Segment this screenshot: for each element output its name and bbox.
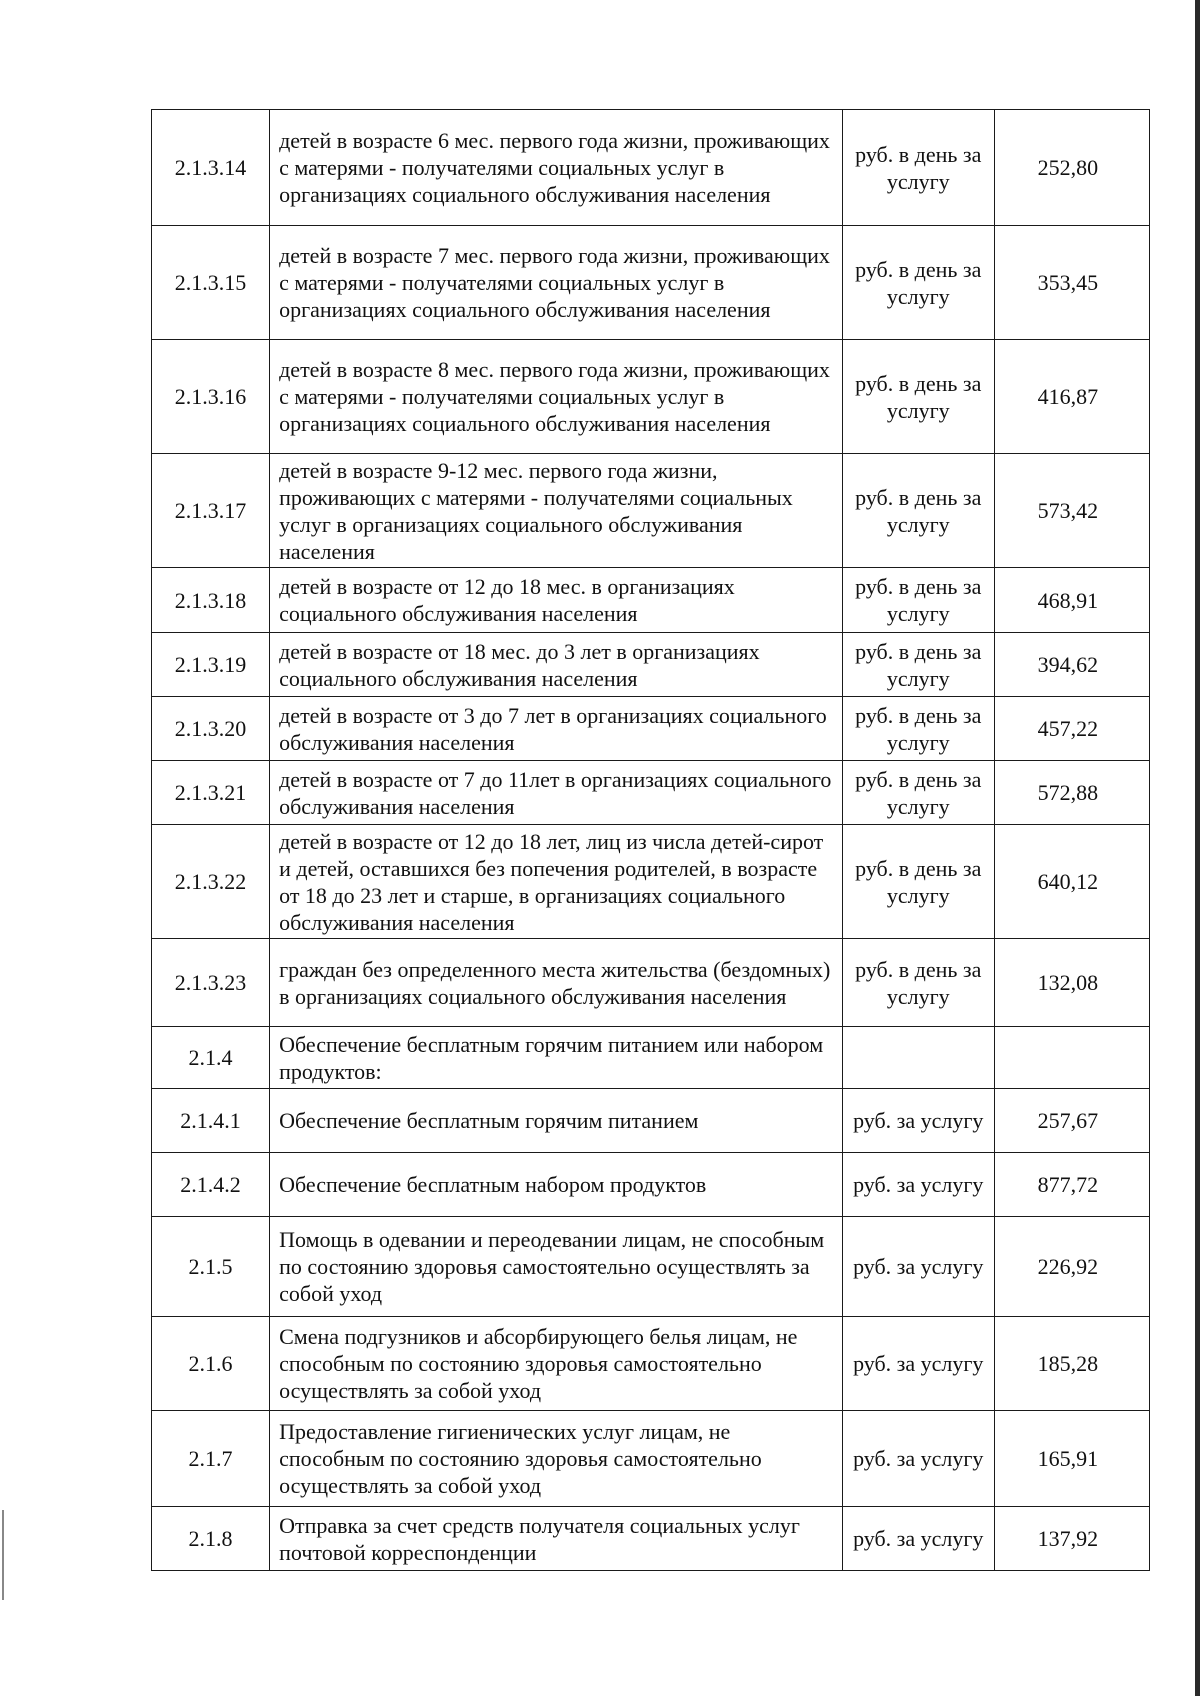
row-price: 137,92 bbox=[994, 1507, 1149, 1571]
table-row bbox=[152, 697, 1150, 761]
row-description: детей в возрасте 7 мес. первого года жизни, проживающих с матерями - получателями социальных услуг в организациях социального обслуживания населения bbox=[270, 226, 843, 340]
row-description: Обеспечение бесплатным набором продуктов bbox=[270, 1153, 843, 1217]
row-description: детей в возрасте от 12 до 18 лет, лиц из числа детей-сирот и детей, оставшихся без попечения родителей, в возрасте от 18 до 23 лет и старше, в организациях социального обслуживания населения bbox=[270, 825, 843, 939]
table-row bbox=[152, 825, 1150, 939]
row-price: 877,72 bbox=[994, 1153, 1149, 1217]
row-code: 2.1.6 bbox=[152, 1317, 270, 1411]
row-unit: руб. в день за услугу bbox=[842, 568, 994, 633]
row-code: 2.1.8 bbox=[152, 1507, 270, 1571]
row-price: 416,87 bbox=[994, 340, 1149, 454]
tariff-table bbox=[151, 109, 1150, 1571]
row-code: 2.1.3.16 bbox=[152, 340, 270, 454]
row-code: 2.1.3.23 bbox=[152, 939, 270, 1027]
row-price: 185,28 bbox=[994, 1317, 1149, 1411]
row-code: 2.1.3.19 bbox=[152, 633, 270, 697]
row-unit: руб. в день за услугу bbox=[842, 633, 994, 697]
row-code: 2.1.3.20 bbox=[152, 697, 270, 761]
row-description: Обеспечение бесплатным горячим питанием или набором продуктов: bbox=[270, 1027, 843, 1089]
row-unit: руб. в день за услугу bbox=[842, 825, 994, 939]
row-code: 2.1.4.1 bbox=[152, 1089, 270, 1153]
row-unit: руб. в день за услугу bbox=[842, 761, 994, 825]
row-description: Помощь в одевании и переодевании лицам, не способным по состоянию здоровья самостоятельно осуществлять за собой уход bbox=[270, 1217, 843, 1317]
table-row bbox=[152, 633, 1150, 697]
row-description: детей в возрасте 8 мес. первого года жизни, проживающих с матерями - получателями социальных услуг в организациях социального обслуживания населения bbox=[270, 340, 843, 454]
row-unit: руб. в день за услугу bbox=[842, 939, 994, 1027]
row-price: 226,92 bbox=[994, 1217, 1149, 1317]
row-price: 640,12 bbox=[994, 825, 1149, 939]
row-description: Отправка за счет средств получателя социальных услуг почтовой корреспонденции bbox=[270, 1507, 843, 1571]
table-row bbox=[152, 110, 1150, 226]
table-row bbox=[152, 226, 1150, 340]
row-price: 394,62 bbox=[994, 633, 1149, 697]
row-price bbox=[994, 1027, 1149, 1089]
table-row bbox=[152, 1217, 1150, 1317]
row-price: 257,67 bbox=[994, 1089, 1149, 1153]
row-unit: руб. за услугу bbox=[842, 1411, 994, 1507]
table-row bbox=[152, 939, 1150, 1027]
row-code: 2.1.4.2 bbox=[152, 1153, 270, 1217]
row-description: детей в возрасте от 18 мес. до 3 лет в организациях социального обслуживания населения bbox=[270, 633, 843, 697]
row-description: Обеспечение бесплатным горячим питанием bbox=[270, 1089, 843, 1153]
row-unit: руб. в день за услугу bbox=[842, 340, 994, 454]
row-unit: руб. в день за услугу bbox=[842, 454, 994, 568]
row-unit: руб. за услугу bbox=[842, 1153, 994, 1217]
row-description: детей в возрасте от 3 до 7 лет в организациях социального обслуживания населения bbox=[270, 697, 843, 761]
row-unit: руб. в день за услугу bbox=[842, 697, 994, 761]
row-price: 353,45 bbox=[994, 226, 1149, 340]
row-code: 2.1.3.21 bbox=[152, 761, 270, 825]
row-price: 165,91 bbox=[994, 1411, 1149, 1507]
row-description: детей в возрасте от 12 до 18 мес. в организациях социального обслуживания населения bbox=[270, 568, 843, 633]
row-code: 2.1.5 bbox=[152, 1217, 270, 1317]
scan-mark bbox=[2, 1510, 4, 1600]
row-unit: руб. за услугу bbox=[842, 1507, 994, 1571]
table-row bbox=[152, 761, 1150, 825]
table-row bbox=[152, 1411, 1150, 1507]
row-description: детей в возрасте 6 мес. первого года жизни, проживающих с матерями - получателями социальных услуг в организациях социального обслуживания населения bbox=[270, 110, 843, 226]
table-row bbox=[152, 568, 1150, 633]
table-row bbox=[152, 1153, 1150, 1217]
row-description: детей в возрасте от 7 до 11лет в организациях социального обслуживания населения bbox=[270, 761, 843, 825]
row-price: 468,91 bbox=[994, 568, 1149, 633]
table-row bbox=[152, 1507, 1150, 1571]
row-description: граждан без определенного места жительства (бездомных) в организациях социального обслуживания населения bbox=[270, 939, 843, 1027]
row-unit: руб. в день за услугу bbox=[842, 226, 994, 340]
row-price: 457,22 bbox=[994, 697, 1149, 761]
row-price: 572,88 bbox=[994, 761, 1149, 825]
row-unit bbox=[842, 1027, 994, 1089]
table-row bbox=[152, 1027, 1150, 1089]
table-row bbox=[152, 454, 1150, 568]
row-code: 2.1.3.15 bbox=[152, 226, 270, 340]
scan-edge bbox=[1195, 0, 1200, 1696]
row-code: 2.1.3.17 bbox=[152, 454, 270, 568]
row-description: Смена подгузников и абсорбирующего белья лицам, не способным по состоянию здоровья самостоятельно осуществлять за собой уход bbox=[270, 1317, 843, 1411]
row-code: 2.1.7 bbox=[152, 1411, 270, 1507]
table-row bbox=[152, 340, 1150, 454]
row-code: 2.1.3.14 bbox=[152, 110, 270, 226]
row-description: Предоставление гигиенических услуг лицам, не способным по состоянию здоровья самостоятельно осуществлять за собой уход bbox=[270, 1411, 843, 1507]
row-code: 2.1.4 bbox=[152, 1027, 270, 1089]
row-price: 132,08 bbox=[994, 939, 1149, 1027]
row-unit: руб. за услугу bbox=[842, 1317, 994, 1411]
row-unit: руб. в день за услугу bbox=[842, 110, 994, 226]
row-unit: руб. за услугу bbox=[842, 1217, 994, 1317]
row-code: 2.1.3.18 bbox=[152, 568, 270, 633]
table-row bbox=[152, 1317, 1150, 1411]
row-price: 573,42 bbox=[994, 454, 1149, 568]
row-price: 252,80 bbox=[994, 110, 1149, 226]
row-description: детей в возрасте 9-12 мес. первого года жизни, проживающих с матерями - получателями социальных услуг в организациях социального обслуживания населения bbox=[270, 454, 843, 568]
table-row bbox=[152, 1089, 1150, 1153]
row-code: 2.1.3.22 bbox=[152, 825, 270, 939]
row-unit: руб. за услугу bbox=[842, 1089, 994, 1153]
